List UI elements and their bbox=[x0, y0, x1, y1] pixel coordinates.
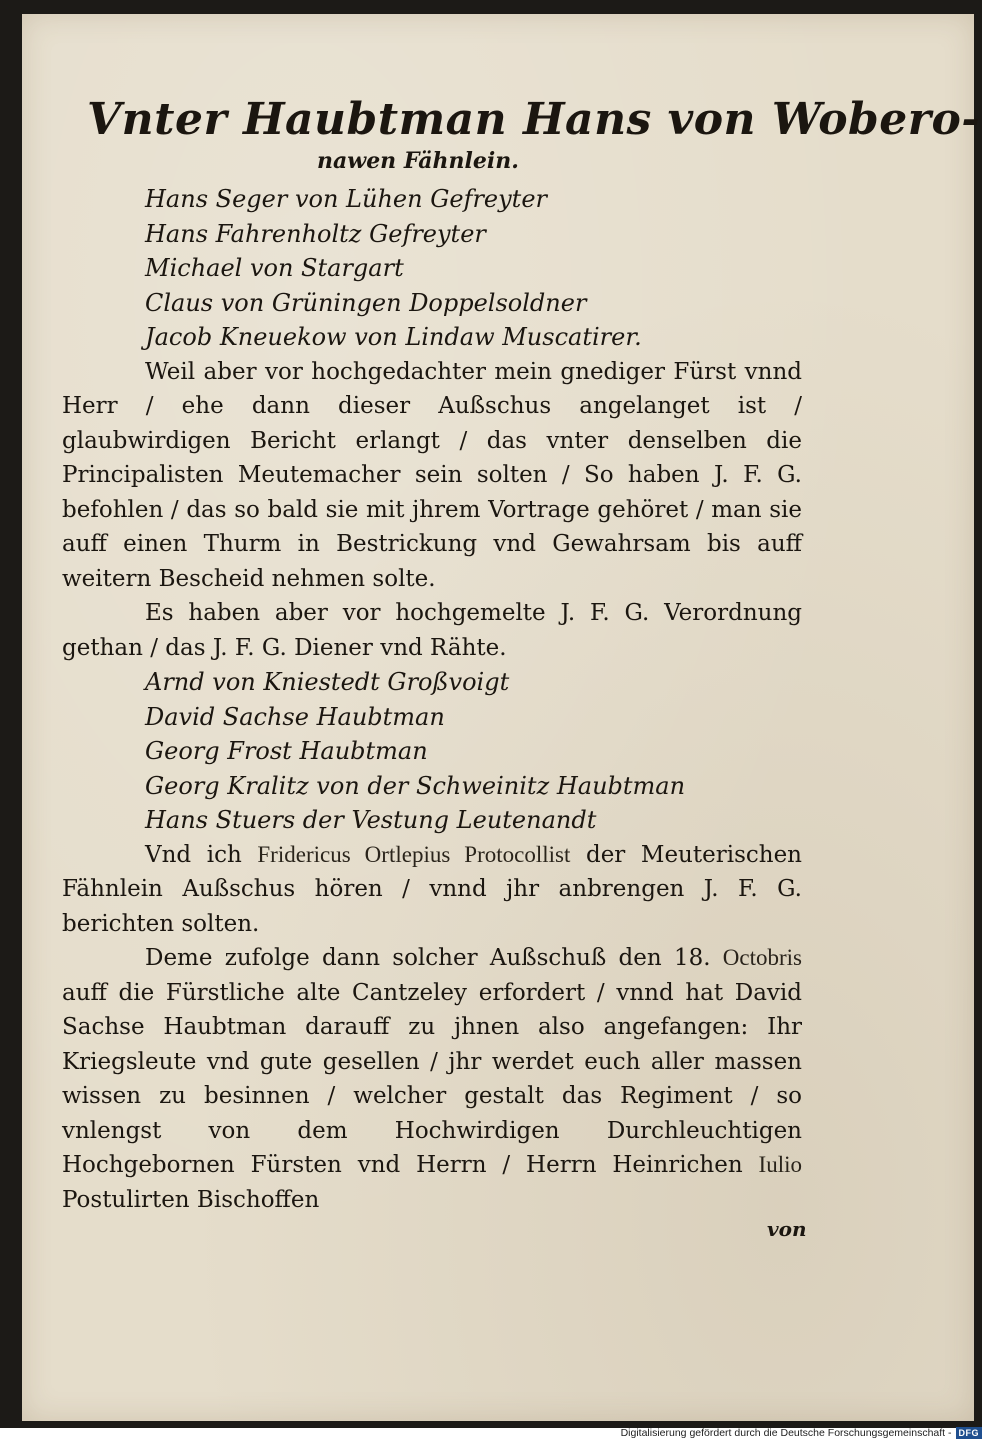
list-item: Georg Frost Haubtman bbox=[145, 737, 428, 765]
list-item: Hans Stuers der Vestung Leutenandt bbox=[145, 806, 597, 834]
latin-name: Fridericus Ortlepius Protocollist bbox=[257, 841, 571, 867]
latin-word: Iulio bbox=[758, 1152, 802, 1177]
list-item: Hans Fahrenholtz Gefreyter bbox=[145, 219, 486, 248]
catchword: von bbox=[767, 1217, 807, 1241]
paragraph-3-rest: der Meuterischen Fähnlein Außschus hören / vnnd jhr anbrengen J. F. G. berichten solten. bbox=[62, 841, 802, 937]
paragraph-4-start: Deme zufolge dann solcher Außschuß den 18. bbox=[145, 945, 723, 971]
page-text bbox=[62, 94, 981, 1217]
list-item: Georg Kralitz von der Schweinitz Haubtman bbox=[145, 771, 686, 800]
names-list-2 bbox=[62, 665, 802, 838]
list-item: Claus von Grüningen Doppelsoldner bbox=[145, 288, 587, 317]
paragraph-4-rest: auff die Fürstliche alte Cantzeley erfordert / vnnd hat David Sachse Haubtman darauff zu jhnen also angefangen: Ihr Kriegsleute vnd gute gesellen / jhr werdet euch aller massen wissen zu besinnen / welcher gestalt das Regiment / so vnlengst von dem Hochwirdigen Durchleuchtigen Hochgebornen Fürsten vnd Herrn / Herrn Heinrichen bbox=[62, 979, 802, 1178]
paragraph-2: Es haben aber vor hochgemelte J. F. G. Verordnung gethan / das J. F. G. Diener vnd Rähte. bbox=[62, 600, 802, 661]
paragraph-4-end: Postulirten Bischoffen bbox=[62, 1186, 320, 1213]
paragraph-1: Weil aber vor hochgedachter mein gnediger Fürst vnnd Herr / ehe dann dieser Außschus angelanget ist / glaubwirdigen Bericht erlangt / das vnter denselben die Principalisten Meutemacher sein solten / So haben J. F. G. befohlen / das so bald sie mit jhrem Vortrage gehöret / man sie auff einen Thurm in Bestrickung vnd Gewahrsam bis auff weitern Bescheid nehmen solte. bbox=[62, 358, 802, 592]
paragraph-3-start: Vnd ich bbox=[145, 841, 258, 868]
list-item: Hans Seger von Lühen Gefreyter bbox=[145, 185, 547, 213]
footer-credit bbox=[621, 1426, 982, 1440]
list-item: Arnd von Kniestedt Großvoigt bbox=[145, 668, 510, 696]
names-list-1 bbox=[62, 182, 802, 355]
paragraph-3 bbox=[62, 838, 802, 942]
section-heading: Vnter Haubtman Hans von Wobero- bbox=[87, 94, 981, 145]
paragraph-4 bbox=[62, 941, 802, 1217]
section-heading-continuation: nawen Fähnlein. bbox=[317, 148, 519, 174]
list-item: Jacob Kneuekow von Lindaw Muscatirer. bbox=[145, 323, 642, 351]
list-item: David Sachse Haubtman bbox=[145, 702, 445, 731]
latin-month: Octobris bbox=[722, 945, 802, 970]
list-item: Michael von Stargart bbox=[145, 254, 404, 282]
book-page bbox=[22, 14, 981, 1421]
dfg-logo-icon[interactable]: DFG bbox=[956, 1427, 983, 1439]
footer-credit-text: Digitalisierung gefördert durch die Deutsche Forschungsgemeinschaft - bbox=[620, 1427, 952, 1439]
